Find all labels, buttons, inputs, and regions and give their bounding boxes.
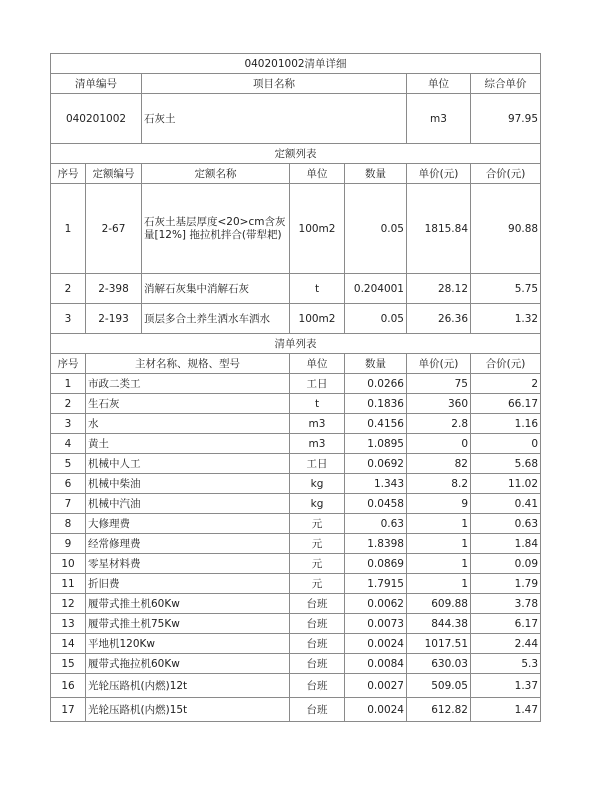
row-code: 2-398 — [86, 274, 142, 304]
row-unit: 元 — [290, 514, 345, 534]
row-total: 1.84 — [471, 534, 541, 554]
row-name: 光轮压路机(内燃)12t — [86, 674, 290, 698]
row-unit: t — [290, 274, 345, 304]
row-no: 3 — [51, 414, 86, 434]
row-unit: 元 — [290, 534, 345, 554]
row-total: 1.37 — [471, 674, 541, 698]
table-row — [51, 634, 541, 654]
row-total: 1.47 — [471, 698, 541, 722]
table-row — [51, 474, 541, 494]
table-row — [51, 304, 541, 334]
row-price: 0 — [407, 434, 471, 454]
row-name: 机械中人工 — [86, 454, 290, 474]
bill-price: 97.95 — [471, 94, 541, 144]
row-price: 28.12 — [407, 274, 471, 304]
table-row — [51, 594, 541, 614]
quota-table — [50, 143, 541, 334]
row-no: 12 — [51, 594, 86, 614]
row-name: 光轮压路机(内燃)15t — [86, 698, 290, 722]
row-no: 17 — [51, 698, 86, 722]
row-unit: 台班 — [290, 634, 345, 654]
row-price: 1 — [407, 514, 471, 534]
row-total: 0.63 — [471, 514, 541, 534]
row-total: 2 — [471, 374, 541, 394]
row-unit: 工日 — [290, 454, 345, 474]
row-price: 8.2 — [407, 474, 471, 494]
bill-title: 040201002清单详细 — [51, 54, 541, 74]
row-name: 大修理费 — [86, 514, 290, 534]
row-total: 2.44 — [471, 634, 541, 654]
table-row — [51, 554, 541, 574]
col-unit: 单位 — [407, 74, 471, 94]
row-qty: 0.0692 — [345, 454, 407, 474]
quota-col-unit: 单位 — [290, 164, 345, 184]
row-qty: 0.0024 — [345, 698, 407, 722]
row-no: 7 — [51, 494, 86, 514]
row-qty: 1.0895 — [345, 434, 407, 454]
row-price: 630.03 — [407, 654, 471, 674]
col-unit-price: 综合单价 — [471, 74, 541, 94]
row-no: 13 — [51, 614, 86, 634]
row-no: 9 — [51, 534, 86, 554]
row-name: 消解石灰集中消解石灰 — [142, 274, 290, 304]
row-no: 10 — [51, 554, 86, 574]
row-name: 履带式推土机75Kw — [86, 614, 290, 634]
row-unit: m3 — [290, 434, 345, 454]
row-no: 1 — [51, 374, 86, 394]
row-unit: 台班 — [290, 674, 345, 698]
table-row — [51, 184, 541, 274]
row-unit: 台班 — [290, 594, 345, 614]
mat-col-price: 单价(元) — [407, 354, 471, 374]
row-price: 509.05 — [407, 674, 471, 698]
row-no: 2 — [51, 274, 86, 304]
table-row — [51, 534, 541, 554]
row-qty: 0.05 — [345, 304, 407, 334]
row-price: 612.82 — [407, 698, 471, 722]
row-total: 90.88 — [471, 184, 541, 274]
row-price: 1 — [407, 574, 471, 594]
quota-col-name: 定额名称 — [142, 164, 290, 184]
row-price: 75 — [407, 374, 471, 394]
col-item-name: 项目名称 — [142, 74, 407, 94]
row-total: 6.17 — [471, 614, 541, 634]
row-no: 1 — [51, 184, 86, 274]
quota-col-code: 定额编号 — [86, 164, 142, 184]
row-code: 2-193 — [86, 304, 142, 334]
row-total: 3.78 — [471, 594, 541, 614]
row-total: 1.32 — [471, 304, 541, 334]
row-total: 5.68 — [471, 454, 541, 474]
row-code: 2-67 — [86, 184, 142, 274]
mat-col-total: 合价(元) — [471, 354, 541, 374]
row-price: 9 — [407, 494, 471, 514]
table-row — [51, 434, 541, 454]
mat-col-unit: 单位 — [290, 354, 345, 374]
row-total: 0.09 — [471, 554, 541, 574]
table-row — [51, 514, 541, 534]
mat-col-no: 序号 — [51, 354, 86, 374]
row-unit: 100m2 — [290, 184, 345, 274]
row-total: 0 — [471, 434, 541, 454]
row-no: 8 — [51, 514, 86, 534]
row-price: 1017.51 — [407, 634, 471, 654]
row-name: 机械中汽油 — [86, 494, 290, 514]
row-name: 石灰土基层厚度<20>cm含灰量[12%] 拖拉机拌合(带犁耙) — [142, 184, 290, 274]
row-unit: 台班 — [290, 698, 345, 722]
row-name: 履带式拖拉机60Kw — [86, 654, 290, 674]
bill-item-name: 石灰土 — [142, 94, 407, 144]
table-row — [51, 454, 541, 474]
row-qty: 0.0458 — [345, 494, 407, 514]
row-name: 经常修理费 — [86, 534, 290, 554]
row-name: 黄土 — [86, 434, 290, 454]
row-total: 11.02 — [471, 474, 541, 494]
bill-header-table — [50, 53, 541, 144]
row-no: 11 — [51, 574, 86, 594]
row-qty: 0.204001 — [345, 274, 407, 304]
bill-code: 040201002 — [51, 94, 142, 144]
row-name: 零星材料费 — [86, 554, 290, 574]
row-qty: 0.1836 — [345, 394, 407, 414]
row-total: 1.16 — [471, 414, 541, 434]
row-total: 5.75 — [471, 274, 541, 304]
row-total: 66.17 — [471, 394, 541, 414]
row-unit: 元 — [290, 574, 345, 594]
row-no: 6 — [51, 474, 86, 494]
row-no: 4 — [51, 434, 86, 454]
row-unit: kg — [290, 494, 345, 514]
row-no: 16 — [51, 674, 86, 698]
table-row — [51, 674, 541, 698]
row-qty: 0.05 — [345, 184, 407, 274]
table-row — [51, 494, 541, 514]
col-bill-code: 清单编号 — [51, 74, 142, 94]
quota-col-price: 单价(元) — [407, 164, 471, 184]
row-unit: 100m2 — [290, 304, 345, 334]
row-unit: t — [290, 394, 345, 414]
row-unit: 台班 — [290, 654, 345, 674]
table-row — [51, 614, 541, 634]
row-unit: 台班 — [290, 614, 345, 634]
row-total: 1.79 — [471, 574, 541, 594]
row-qty: 0.0073 — [345, 614, 407, 634]
mat-col-name: 主材名称、规格、型号 — [86, 354, 290, 374]
bill-unit: m3 — [407, 94, 471, 144]
table-row — [51, 698, 541, 722]
materials-title: 清单列表 — [51, 334, 541, 354]
table-row — [51, 374, 541, 394]
row-unit: 工日 — [290, 374, 345, 394]
row-qty: 1.7915 — [345, 574, 407, 594]
row-qty: 0.0062 — [345, 594, 407, 614]
row-price: 609.88 — [407, 594, 471, 614]
quota-col-total: 合价(元) — [471, 164, 541, 184]
row-price: 1 — [407, 554, 471, 574]
quota-title: 定额列表 — [51, 144, 541, 164]
row-no: 5 — [51, 454, 86, 474]
row-qty: 0.0024 — [345, 634, 407, 654]
row-price: 26.36 — [407, 304, 471, 334]
row-qty: 0.0266 — [345, 374, 407, 394]
row-qty: 0.4156 — [345, 414, 407, 434]
row-no: 14 — [51, 634, 86, 654]
materials-table — [50, 333, 541, 722]
row-price: 1815.84 — [407, 184, 471, 274]
quota-col-no: 序号 — [51, 164, 86, 184]
row-qty: 0.0027 — [345, 674, 407, 698]
mat-col-qty: 数量 — [345, 354, 407, 374]
table-row — [51, 654, 541, 674]
row-total: 0.41 — [471, 494, 541, 514]
row-qty: 0.0869 — [345, 554, 407, 574]
row-no: 15 — [51, 654, 86, 674]
table-row — [51, 414, 541, 434]
row-name: 履带式推土机60Kw — [86, 594, 290, 614]
row-total: 5.3 — [471, 654, 541, 674]
row-qty: 1.343 — [345, 474, 407, 494]
row-no: 2 — [51, 394, 86, 414]
table-row — [51, 574, 541, 594]
row-no: 3 — [51, 304, 86, 334]
row-name: 机械中柴油 — [86, 474, 290, 494]
row-name: 水 — [86, 414, 290, 434]
row-name: 顶层多合土养生洒水车洒水 — [142, 304, 290, 334]
row-price: 2.8 — [407, 414, 471, 434]
row-name: 折旧费 — [86, 574, 290, 594]
row-qty: 1.8398 — [345, 534, 407, 554]
quota-col-qty: 数量 — [345, 164, 407, 184]
row-price: 844.38 — [407, 614, 471, 634]
row-unit: m3 — [290, 414, 345, 434]
table-row — [51, 394, 541, 414]
row-price: 1 — [407, 534, 471, 554]
row-unit: kg — [290, 474, 345, 494]
row-qty: 0.63 — [345, 514, 407, 534]
row-price: 82 — [407, 454, 471, 474]
row-name: 市政二类工 — [86, 374, 290, 394]
row-name: 生石灰 — [86, 394, 290, 414]
row-unit: 元 — [290, 554, 345, 574]
row-name: 平地机120Kw — [86, 634, 290, 654]
row-qty: 0.0084 — [345, 654, 407, 674]
row-price: 360 — [407, 394, 471, 414]
table-row — [51, 274, 541, 304]
